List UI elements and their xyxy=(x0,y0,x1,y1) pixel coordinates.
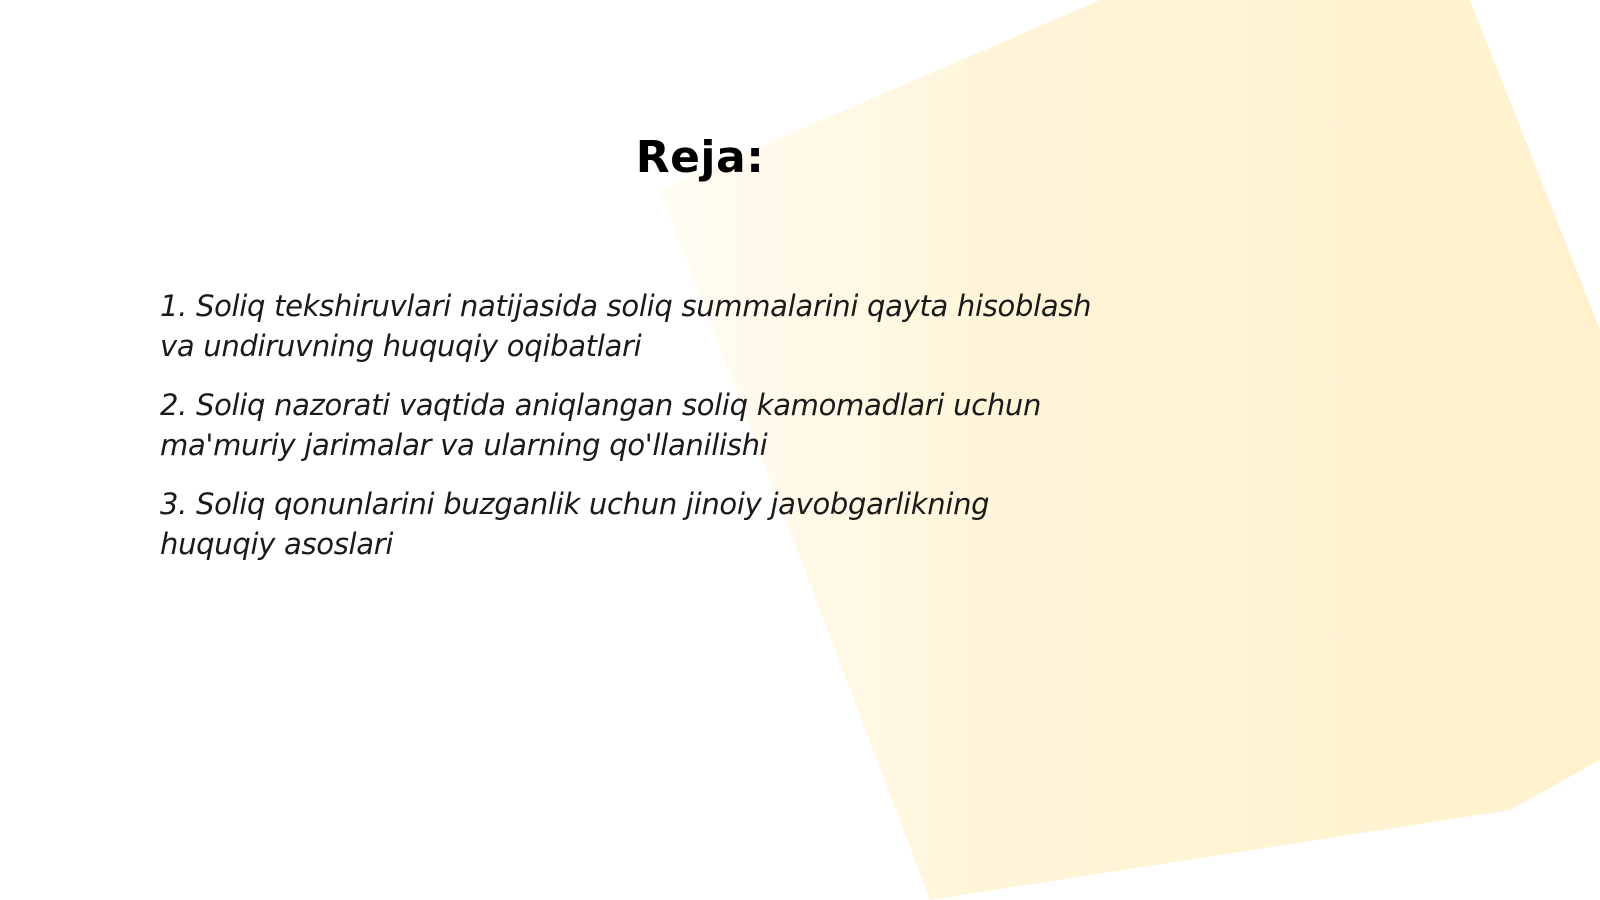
plan-item-2 xyxy=(160,385,1160,465)
plan-item-line: va undiruvning huquqiy oqibatlari xyxy=(160,329,642,363)
plan-item-line: 2. Soliq nazorati vaqtida aniqlangan soliq kamomadlari uchun xyxy=(160,388,1042,422)
plan-item-1 xyxy=(160,286,1160,366)
plan-item-line: ma'muriy jarimalar va ularning qo'llanilishi xyxy=(160,428,768,462)
plan-list xyxy=(160,286,1160,583)
plan-item-line: 1. Soliq tekshiruvlari natijasida soliq summalarini qayta hisoblash xyxy=(160,289,1092,323)
plan-item-line: huquqiy asoslari xyxy=(160,527,394,561)
slide-title: Reja: xyxy=(635,132,765,183)
plan-item-line: 3. Soliq qonunlarini buzganlik uchun jinoiy javobgarlikning xyxy=(160,487,990,521)
plan-item-3 xyxy=(160,484,1160,564)
